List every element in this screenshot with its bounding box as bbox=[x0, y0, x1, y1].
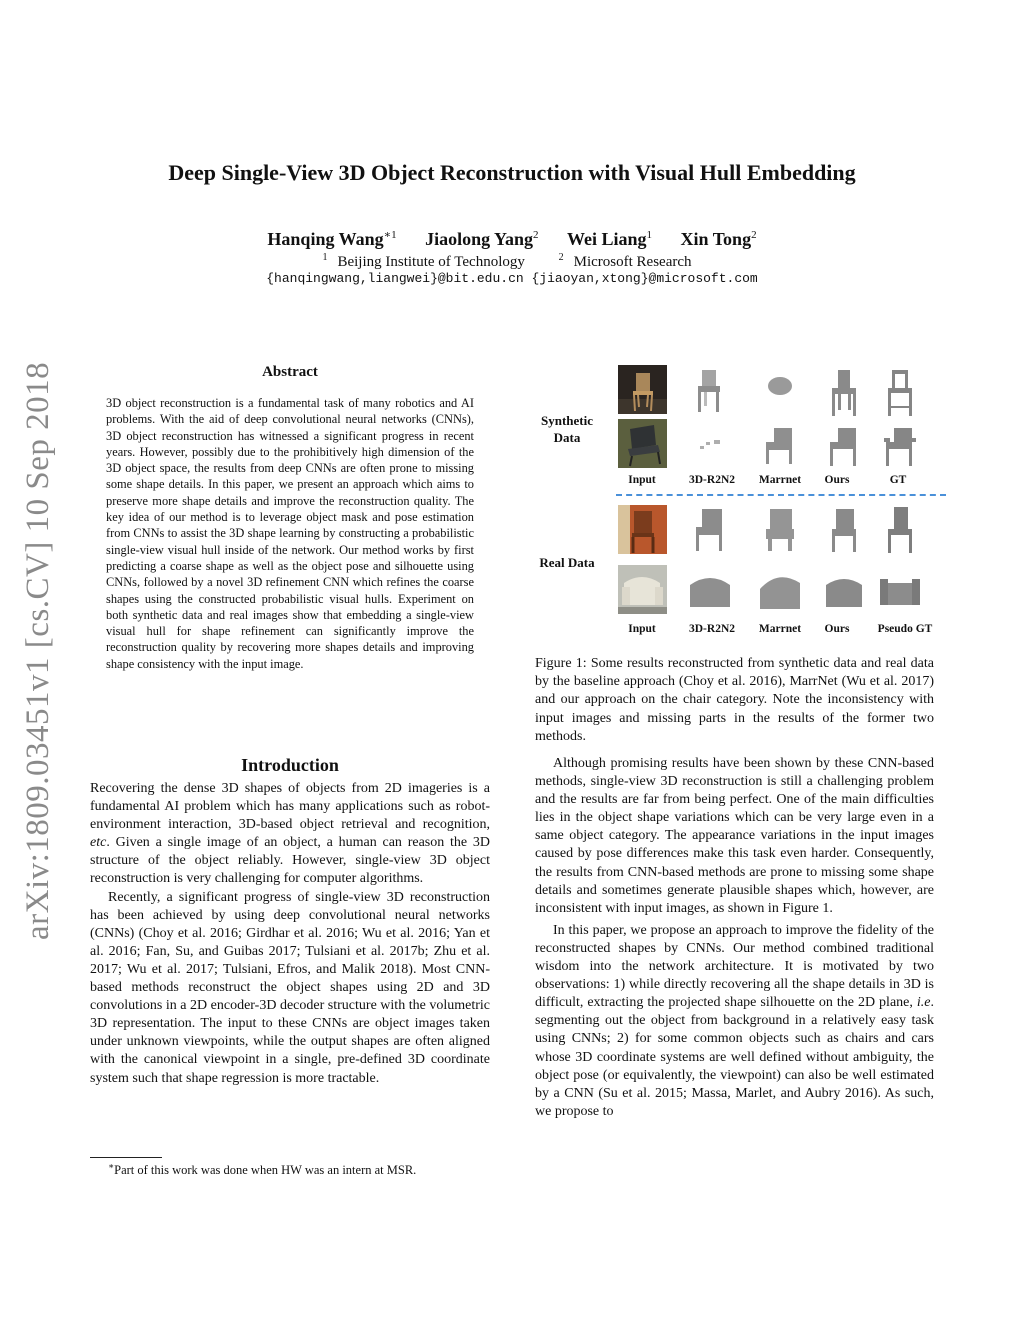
paragraph-text: . Given a single image of an object, a human can reason the 3D structure of the object reliably. However, single-view 3D object reconstruction is very challenging for computer algorithms. bbox=[90, 835, 490, 887]
synthetic-input-image bbox=[618, 365, 667, 414]
arxiv-identifier[interactable]: arXiv:1809.03451v1 [cs.CV] 10 Sep 2018 bbox=[20, 361, 56, 940]
author-affiliation-mark: 2 bbox=[533, 229, 539, 241]
author bbox=[425, 229, 538, 249]
author-emails: {hanqingwang,liangwei}@bit.edu.cn {jiaoyan,xtong}@microsoft.com bbox=[266, 271, 758, 286]
column-label: Ours bbox=[824, 623, 850, 635]
synthetic-gt-result bbox=[876, 368, 924, 418]
introduction-body bbox=[90, 780, 490, 1088]
real-ours-result bbox=[820, 565, 868, 615]
paper-title: Deep Single-View 3D Object Reconstruction with Visual Hull Embedding bbox=[168, 160, 856, 185]
column-label: Marrnet bbox=[758, 474, 802, 486]
section-divider bbox=[616, 494, 946, 496]
footnote-mark: ∗ bbox=[108, 1161, 115, 1171]
real-3d-r2n2-result bbox=[686, 565, 734, 615]
row-label-real: Real Data bbox=[539, 555, 595, 570]
column-label: Input bbox=[628, 474, 656, 486]
affiliation-name: Microsoft Research bbox=[573, 254, 692, 270]
author-affiliation-mark: ∗1 bbox=[383, 229, 397, 241]
author-name: Hanqing Wang bbox=[267, 229, 384, 249]
author-affiliation-mark: 2 bbox=[751, 229, 757, 241]
italic-text: i.e bbox=[916, 995, 931, 1011]
column-label: Marrnet bbox=[758, 623, 802, 635]
synthetic-ours-result bbox=[820, 368, 868, 418]
real-input-image bbox=[618, 565, 667, 614]
author-name: Xin Tong bbox=[680, 229, 752, 249]
synthetic-gt-result bbox=[876, 422, 924, 470]
column-label: Pseudo GT bbox=[877, 623, 933, 635]
row-label-synthetic: Synthetic Data bbox=[541, 413, 593, 445]
author-name: Wei Liang bbox=[567, 229, 647, 249]
column-label: Input bbox=[628, 623, 656, 635]
affiliation bbox=[322, 254, 534, 270]
author bbox=[567, 229, 652, 249]
real-marrnet-result bbox=[756, 505, 804, 555]
author-name: Jiaolong Yang bbox=[425, 229, 533, 249]
synthetic-3d-r2n2-result bbox=[686, 368, 734, 418]
real-3d-r2n2-result bbox=[686, 505, 734, 555]
affiliation-mark: 2 bbox=[558, 252, 564, 263]
figure-caption: Figure 1: Some results reconstructed from synthetic data and real data by the baseline approach (Choy et al. 2016), MarrNet (Wu et al. 2017) and our approach on the chair category. Note the inconsistency with input images and missing parts in the results of the former two methods. bbox=[535, 656, 934, 744]
real-marrnet-result bbox=[756, 565, 804, 615]
real-pseudo-gt-result bbox=[876, 505, 924, 555]
abstract-text: 3D object reconstruction is a fundamental task of many robotics and AI problems. With the aid of deep convolutional neural networks (CNNs), 3D object reconstruction has witnessed a significant progress in recent years. However, possibly due to the prohibitively high dimension of the 3D object space, the results from deep CNNs are often prone to missing some shape details. In this paper, we present an approach which aims to preserve more shape details and improve the reconstruction quality. The key idea of our method is to leverage object mask and pose estimation from CNNs to assist the 3D shape learning by constructing a probabilistic single-view visual hull inside of the network. Our method works by first predicting a coarse shape as well as the object pose and silhouette using CNNs, followed by a novel 3D refinement CNN which refines the coarse shapes using the constructed probabilistic visual hulls. Experiment on both synthetic data and real images show that embedding a single-view visual hull for shape refinement can significantly improve the reconstruction quality by recovering more shapes details and improving shape consistency with the input image. bbox=[106, 396, 474, 671]
paragraph: Although promising results have been shown by these CNN-based methods, single-view 3D reconstruction is still a challenging problem and the results are far from being perfect. One of the main difficulties lies in the object shape variations which can be very large even in a same object category. The appearance variations in the input images caused by pose differences make this task even harder. Consequently, the results from CNN-based methods are prone to missing some shape details and sometimes generate plausible shapes which, however, are inconsistent with input images, as shown in Figure 1. bbox=[535, 756, 934, 916]
footnote bbox=[108, 1161, 416, 1178]
column-label: GT bbox=[889, 474, 907, 486]
paragraph bbox=[90, 780, 490, 889]
paragraph bbox=[535, 922, 934, 1121]
synthetic-marrnet-result bbox=[756, 368, 804, 418]
figure-1 bbox=[528, 360, 944, 646]
real-pseudo-gt-result bbox=[876, 565, 924, 615]
author-affiliation-mark: 1 bbox=[646, 229, 653, 241]
paragraph: Recently, a significant progress of single-view 3D reconstruction has been achieved by using deep convolutional neural networks (CNNs) (Choy et al. 2016; Girdhar et al. 2016; Wu et al. 2016; Yan et al. 2016; Fan, Su, and Guibas 2017; Tulsiani et al. 2017b; Zhu et al. 2017; Wu et al. 2017; Tulsiani, Efros, and Malik 2018). Most CNN-based methods reconstruct the object shapes using 2D and 3D convolutions in a 2D encoder-3D decoder structure with the volumetric 3D representation. The input to these CNNs are object images taken under unknown viewpoints, while the output shapes are often aligned with the canonical viewpoint in a single, pre-defined 3D coordinate system such that shape regression is more tractable. bbox=[90, 889, 490, 1086]
synthetic-ours-result bbox=[820, 422, 868, 470]
synthetic-marrnet-result bbox=[756, 422, 804, 470]
paragraph-text: . segmenting out the object from background in a relatively easy task using CNNs; 2) for some common objects such as chairs and cars whose 3D coordinate systems are well defined without ambiguity, the object pose (or equivalently, the viewpoint) can also be well estimated by a CNN (Su et al. 2015; Massa, Marlet, and Aubry 2016). As such, we propose to bbox=[535, 995, 934, 1119]
footnote-divider bbox=[90, 1157, 162, 1158]
paragraph-text: In this paper, we propose an approach to improve the fidelity of the reconstructed shapes by CNNs. Our method combined traditional wisdom into the network architecture. It is motivated by two observations: 1) while directly recovering all the shape details in 3D is difficult, extracting the projected shape silhouette on the 2D plane, bbox=[535, 922, 934, 1011]
column-label: Ours bbox=[824, 474, 850, 486]
right-column-body bbox=[535, 755, 934, 1121]
column-label: 3D-R2N2 bbox=[689, 474, 735, 486]
author-list bbox=[0, 228, 1024, 250]
affiliation bbox=[559, 254, 702, 270]
introduction-heading: Introduction bbox=[241, 755, 339, 775]
italic-text: etc bbox=[90, 835, 107, 851]
paragraph-text: Recovering the dense 3D shapes of objects from 2D imageries is a fundamental AI problem which has many applications such as robot-environment interaction, 3D-based object retrieval and recognition, bbox=[90, 781, 490, 833]
author bbox=[267, 229, 396, 249]
synthetic-3d-r2n2-result bbox=[686, 422, 734, 470]
affiliation-name: Beijing Institute of Technology bbox=[337, 254, 525, 270]
affiliations bbox=[0, 252, 1024, 271]
column-label: 3D-R2N2 bbox=[689, 623, 735, 635]
real-ours-result bbox=[820, 505, 868, 555]
footnote-text: Part of this work was done when HW was an intern at MSR. bbox=[114, 1163, 417, 1178]
author bbox=[681, 229, 757, 249]
affiliation-mark: 1 bbox=[322, 252, 328, 263]
synthetic-input-image bbox=[618, 419, 667, 468]
abstract-heading: Abstract bbox=[262, 364, 318, 380]
real-input-image bbox=[618, 505, 667, 554]
